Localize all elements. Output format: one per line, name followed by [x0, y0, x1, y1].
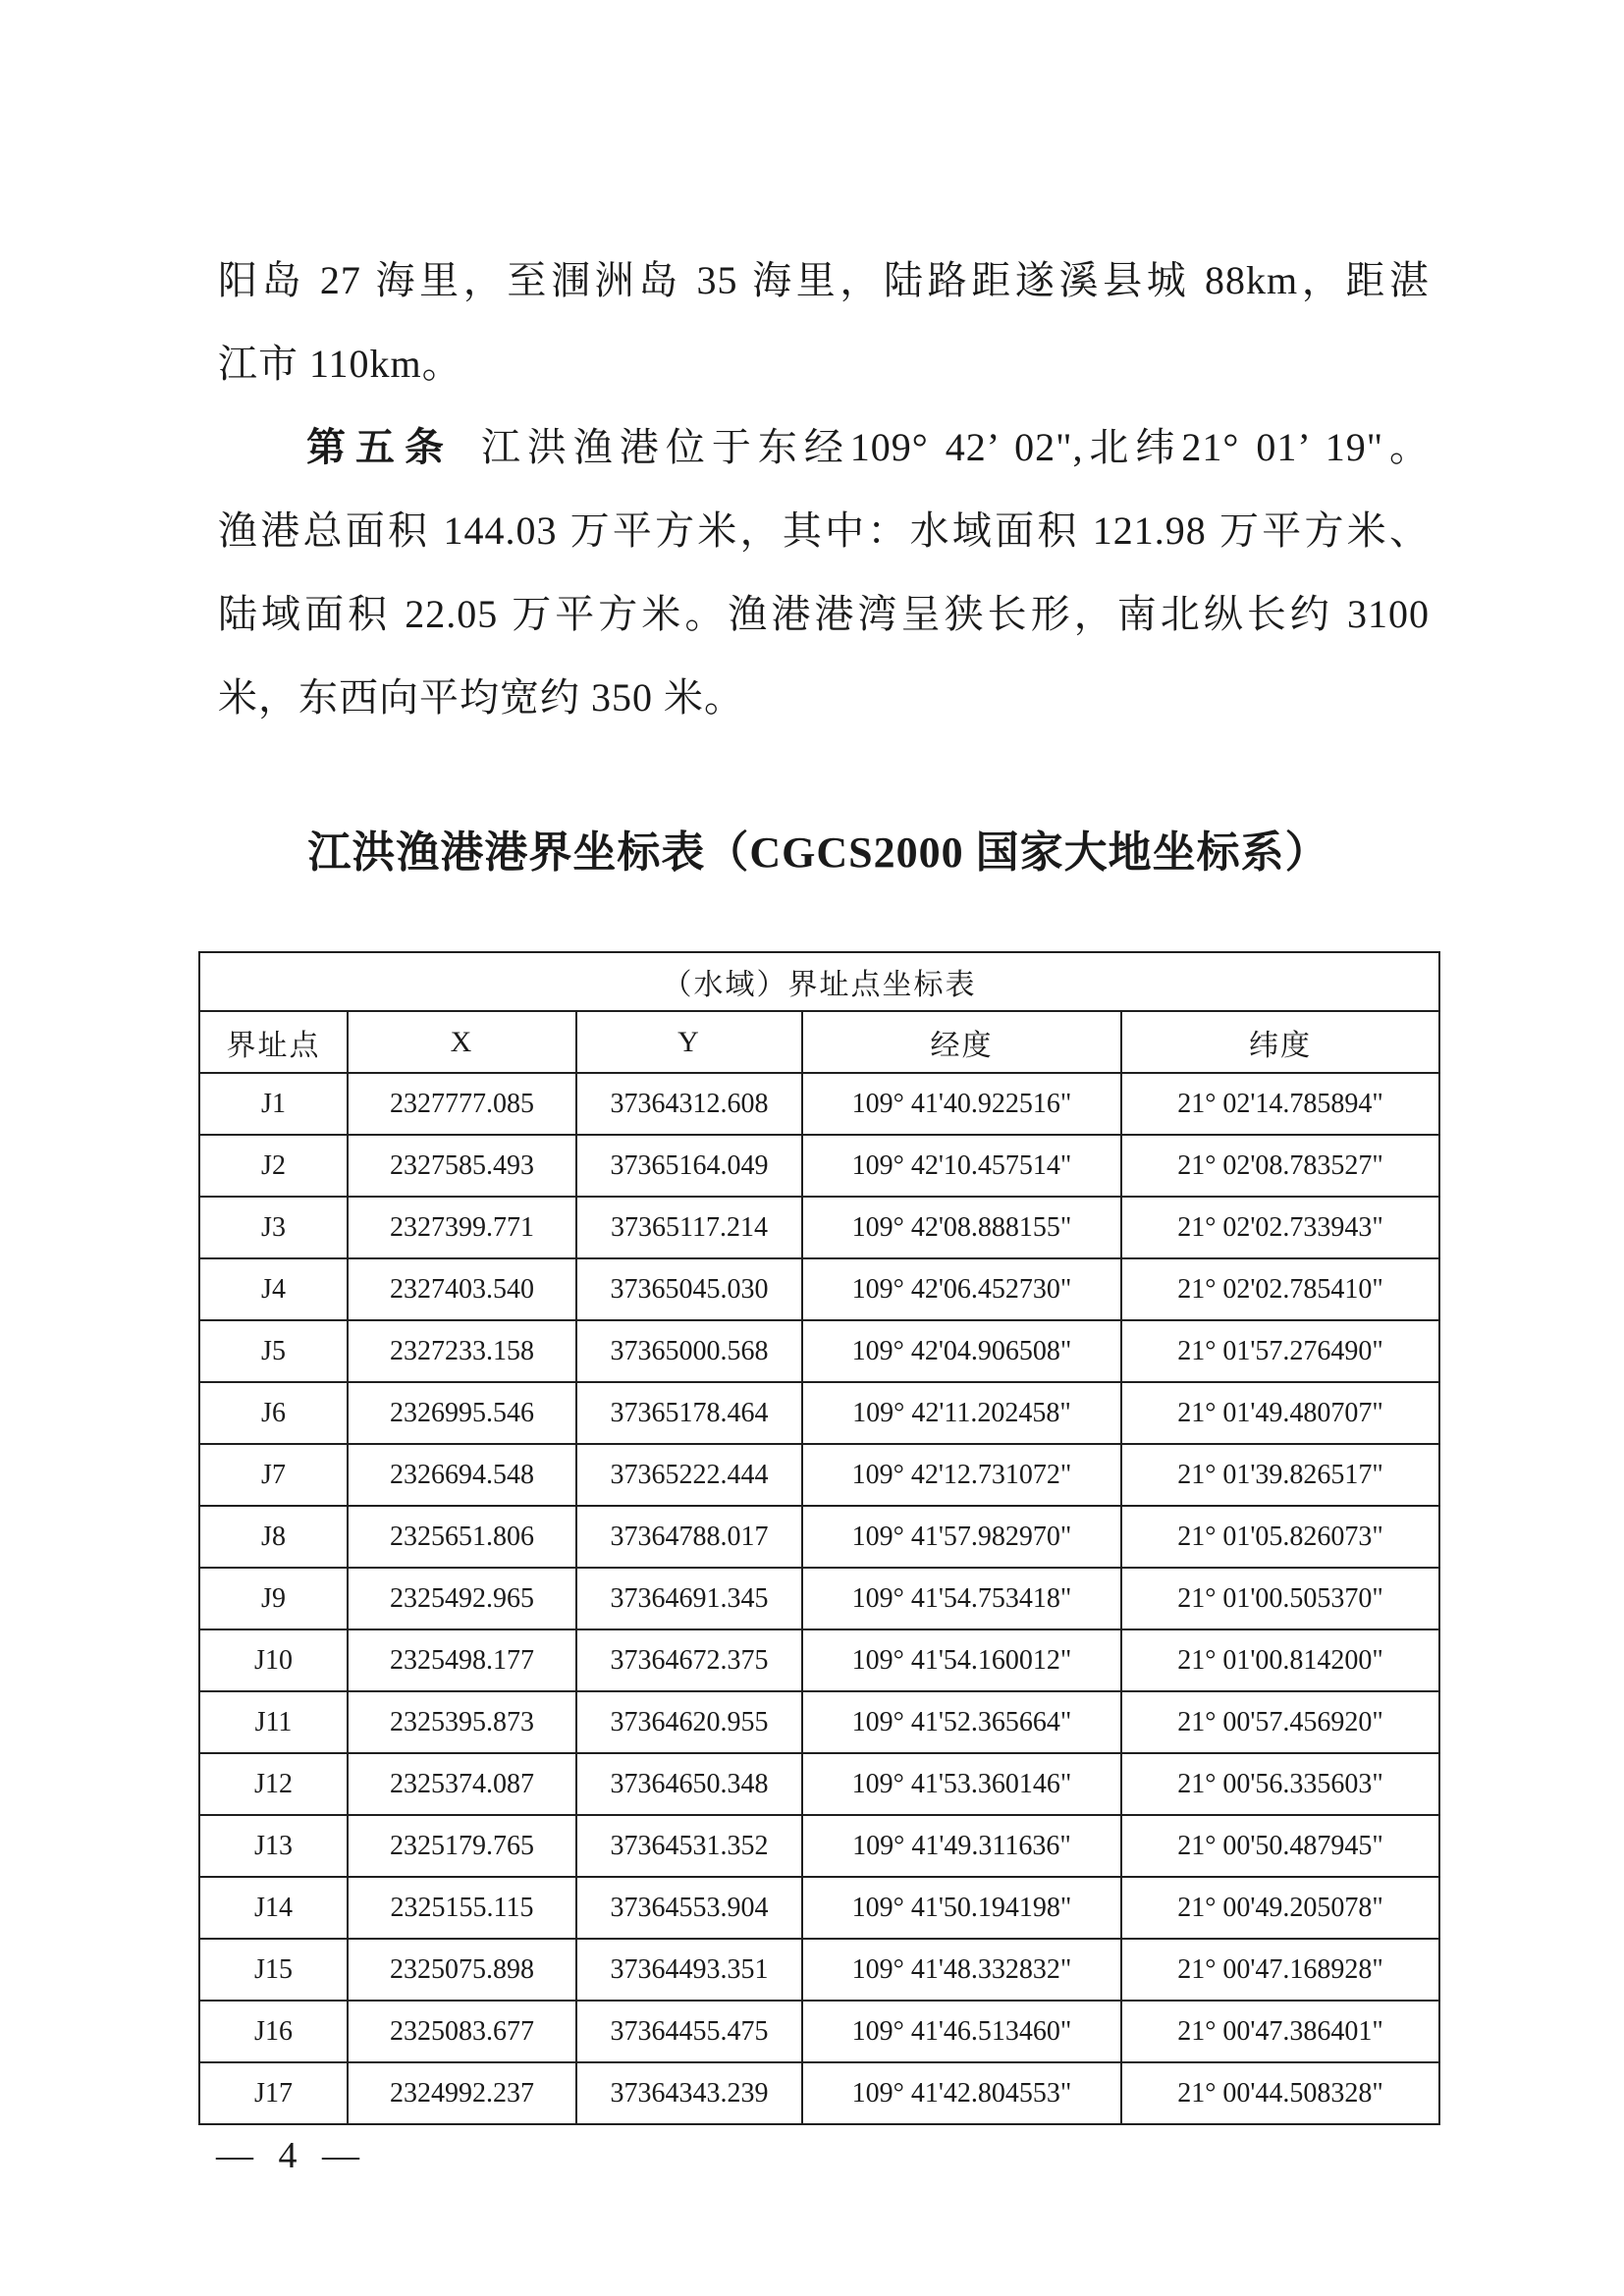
column-header-x: X	[348, 1011, 576, 1073]
table-cell: 21° 02'02.733943"	[1121, 1197, 1439, 1258]
table-cell: 2325492.965	[348, 1568, 576, 1629]
table-cell: J6	[199, 1382, 348, 1444]
table-cell: 2326995.546	[348, 1382, 576, 1444]
table-cell: 21° 00'49.205078"	[1121, 1877, 1439, 1939]
table-cell: 37365222.444	[576, 1444, 802, 1506]
table-caption-row	[199, 952, 1439, 1011]
table-cell: 2327585.493	[348, 1135, 576, 1197]
article-5-label: 第五条	[306, 425, 454, 469]
table-cell: 109° 42'08.888155"	[802, 1197, 1121, 1258]
table-row	[199, 1073, 1439, 1135]
table-row	[199, 1382, 1439, 1444]
table-cell: J12	[199, 1753, 348, 1815]
column-header-y: Y	[576, 1011, 802, 1073]
table-title: 江洪渔港港界坐标表（CGCS2000 国家大地坐标系）	[307, 828, 1329, 877]
table-cell: 37364493.351	[576, 1939, 802, 2001]
table-cell: 2327777.085	[348, 1073, 576, 1135]
table-row	[199, 1877, 1439, 1939]
table-cell: 109° 41'50.194198"	[802, 1877, 1121, 1939]
table-caption: （水域）界址点坐标表	[199, 952, 1439, 1011]
table-cell: 21° 00'44.508328"	[1121, 2062, 1439, 2124]
table-cell: 109° 42'12.731072"	[802, 1444, 1121, 1506]
table-cell: 109° 41'48.332832"	[802, 1939, 1121, 2001]
paragraph-line: 渔港总面积 144.03 万平方米，其中：水域面积 121.98 万平方米、	[218, 508, 1430, 553]
table-cell: 21° 01'00.505370"	[1121, 1568, 1439, 1629]
table-row	[199, 1135, 1439, 1197]
table-cell: 2327403.540	[348, 1258, 576, 1320]
table-cell: 21° 01'05.826073"	[1121, 1506, 1439, 1568]
table-cell: 109° 41'52.365664"	[802, 1691, 1121, 1753]
table-cell: 2325179.765	[348, 1815, 576, 1877]
table-cell: 109° 41'57.982970"	[802, 1506, 1121, 1568]
table-cell: J8	[199, 1506, 348, 1568]
coordinate-table-body	[199, 1073, 1439, 2124]
table-cell: 21° 02'14.785894"	[1121, 1073, 1439, 1135]
body-text-block	[218, 239, 1430, 739]
table-row	[199, 1320, 1439, 1382]
table-cell: 2325075.898	[348, 1939, 576, 2001]
table-cell: 109° 42'04.906508"	[802, 1320, 1121, 1382]
table-cell: 109° 41'46.513460"	[802, 2001, 1121, 2062]
table-cell: 37364650.348	[576, 1753, 802, 1815]
table-cell: J13	[199, 1815, 348, 1877]
table-row	[199, 1506, 1439, 1568]
table-row	[199, 1753, 1439, 1815]
table-cell: 37364788.017	[576, 1506, 802, 1568]
table-cell: J3	[199, 1197, 348, 1258]
table-cell: 21° 00'50.487945"	[1121, 1815, 1439, 1877]
table-cell: 2325498.177	[348, 1629, 576, 1691]
table-cell: 37364531.352	[576, 1815, 802, 1877]
table-cell: 109° 41'42.804553"	[802, 2062, 1121, 2124]
column-header-point: 界址点	[199, 1011, 348, 1073]
table-cell: 37364672.375	[576, 1629, 802, 1691]
article-5-line	[218, 405, 1430, 489]
table-cell: 37364553.904	[576, 1877, 802, 1939]
table-cell: 21° 01'39.826517"	[1121, 1444, 1439, 1506]
table-cell: 109° 41'54.753418"	[802, 1568, 1121, 1629]
column-header-latitude: 纬度	[1121, 1011, 1439, 1073]
table-cell: 21° 02'08.783527"	[1121, 1135, 1439, 1197]
table-cell: 21° 02'02.785410"	[1121, 1258, 1439, 1320]
table-cell: 2325395.873	[348, 1691, 576, 1753]
paragraph-line: 江市 110km。	[218, 342, 462, 386]
table-cell: 37364343.239	[576, 2062, 802, 2124]
table-row	[199, 2001, 1439, 2062]
table-cell: 37365117.214	[576, 1197, 802, 1258]
table-cell: J4	[199, 1258, 348, 1320]
table-row	[199, 1691, 1439, 1753]
table-cell: J17	[199, 2062, 348, 2124]
table-row	[199, 1258, 1439, 1320]
table-row	[199, 2062, 1439, 2124]
table-cell: J2	[199, 1135, 348, 1197]
table-cell: J1	[199, 1073, 348, 1135]
table-cell: 21° 01'00.814200"	[1121, 1629, 1439, 1691]
table-cell: 109° 41'49.311636"	[802, 1815, 1121, 1877]
table-cell: 21° 00'47.386401"	[1121, 2001, 1439, 2062]
table-cell: 37364312.608	[576, 1073, 802, 1135]
table-cell: 109° 42'11.202458"	[802, 1382, 1121, 1444]
table-cell: 21° 00'56.335603"	[1121, 1753, 1439, 1815]
article-5-text: 江洪渔港位于东经109° 42’ 02",北纬21° 01’ 19"。	[480, 425, 1431, 469]
page-number: — 4 —	[216, 2135, 367, 2176]
table-cell: 37364620.955	[576, 1691, 802, 1753]
table-row	[199, 1444, 1439, 1506]
table-cell: J16	[199, 2001, 348, 2062]
table-cell: 2325374.087	[348, 1753, 576, 1815]
table-cell: J9	[199, 1568, 348, 1629]
table-cell: J7	[199, 1444, 348, 1506]
table-cell: 21° 00'57.456920"	[1121, 1691, 1439, 1753]
table-cell: 37365045.030	[576, 1258, 802, 1320]
table-cell: 37365178.464	[576, 1382, 802, 1444]
table-cell: 2324992.237	[348, 2062, 576, 2124]
table-cell: J11	[199, 1691, 348, 1753]
table-cell: 109° 42'10.457514"	[802, 1135, 1121, 1197]
table-cell: 2327233.158	[348, 1320, 576, 1382]
table-cell: 109° 41'54.160012"	[802, 1629, 1121, 1691]
column-header-longitude: 经度	[802, 1011, 1121, 1073]
table-cell: 2325083.677	[348, 2001, 576, 2062]
table-cell: J15	[199, 1939, 348, 2001]
table-row	[199, 1629, 1439, 1691]
paragraph-line: 米，东西向平均宽约 350 米。	[218, 675, 744, 720]
table-cell: J5	[199, 1320, 348, 1382]
table-cell: 109° 42'06.452730"	[802, 1258, 1121, 1320]
table-cell: 37364691.345	[576, 1568, 802, 1629]
table-row	[199, 1815, 1439, 1877]
table-header-row	[199, 1011, 1439, 1073]
table-cell: 2325651.806	[348, 1506, 576, 1568]
table-row	[199, 1939, 1439, 2001]
table-cell: 21° 00'47.168928"	[1121, 1939, 1439, 2001]
table-cell: 37364455.475	[576, 2001, 802, 2062]
table-row	[199, 1568, 1439, 1629]
table-cell: 21° 01'57.276490"	[1121, 1320, 1439, 1382]
table-cell: 109° 41'53.360146"	[802, 1753, 1121, 1815]
table-cell: 2326694.548	[348, 1444, 576, 1506]
table-cell: 109° 41'40.922516"	[802, 1073, 1121, 1135]
coordinate-table	[198, 951, 1440, 2125]
table-cell: 21° 01'49.480707"	[1121, 1382, 1439, 1444]
table-cell: 2327399.771	[348, 1197, 576, 1258]
table-row	[199, 1197, 1439, 1258]
table-cell: 37365000.568	[576, 1320, 802, 1382]
table-cell: 37365164.049	[576, 1135, 802, 1197]
paragraph-line: 陆域面积 22.05 万平方米。渔港港湾呈狭长形，南北纵长约 3100	[218, 592, 1430, 636]
table-cell: J10	[199, 1629, 348, 1691]
table-cell: J14	[199, 1877, 348, 1939]
paragraph-line: 阳岛 27 海里，至涠洲岛 35 海里，陆路距遂溪县城 88km，距湛	[218, 258, 1430, 302]
table-cell: 2325155.115	[348, 1877, 576, 1939]
